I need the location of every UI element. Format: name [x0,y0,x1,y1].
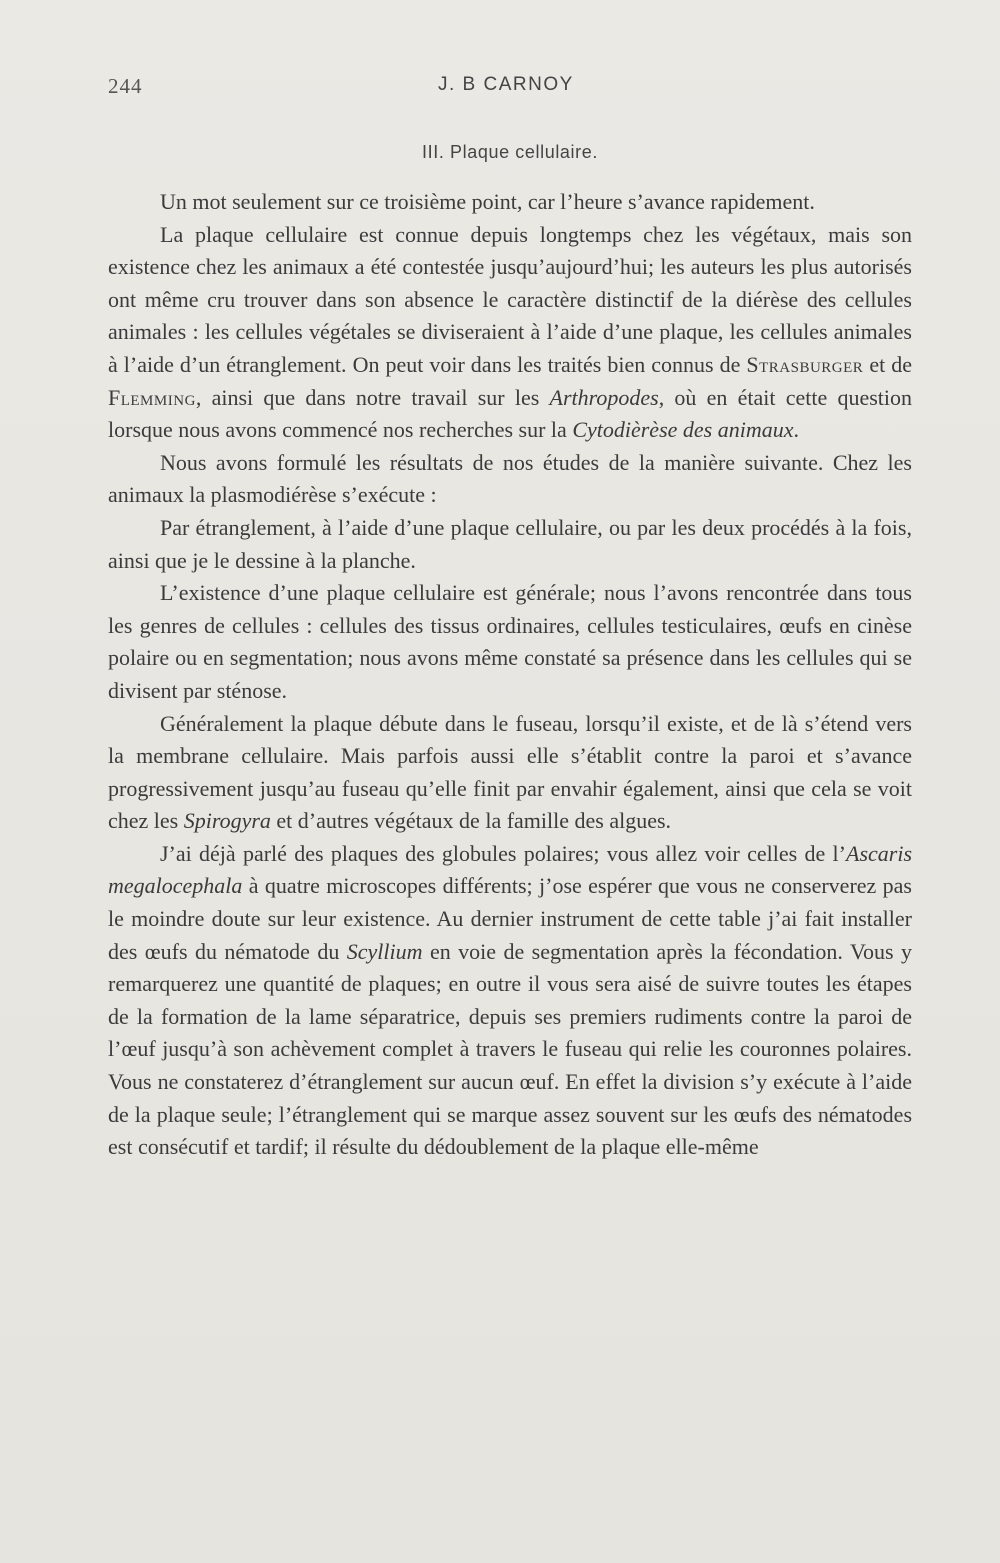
paragraph-6-text-a: Généralement la plaque débute dans le fuseau, lorsqu’il existe, et de là s’étend vers la membrane cellulaire. Mais parfois aussi elle s’établit contre la paroi et s’avance progressivement jusqu’au fuseau qu’elle finit par envahir également, ainsi que cela se voit chez les [108,710,912,834]
paragraph-7-text-c: en voie de segmentation après la fécondation. Vous y remarquerez une quantité de plaques; en outre il vous sera aisé de suivre toutes les étapes de la formation de la lame séparatrice, depuis ses premiers rudiments contre la paroi de l’œuf jusqu’à son achèvement complet à travers le fuseau qui relie les couronnes polaires. Vous ne constaterez d’étranglement sur aucun œuf. En effet la division s’y exécute à l’aide de la plaque seule; l’étranglement qui se marque assez souvent sur les œufs des nématodes est consécutif et tardif; il résulte du dédoublement de la plaque elle-même [108,938,912,1160]
paragraph-2-text-c: , ainsi que dans notre travail sur les [195,384,550,410]
italic-cytodierese: Cytodièrèse des animaux [572,417,794,443]
paragraph-2-text-e: . [793,417,799,443]
italic-spirogyra: Spirogyra [183,808,271,834]
page-header [108,74,910,106]
body-text [108,186,912,1164]
paragraph-3: Nous avons formulé les résultats de nos études de la manière suivante. Chez les animaux la plasmodiérèse s’exécute : [108,449,912,508]
paragraph-7 [108,838,912,1164]
author-name-flemming: Flemming [108,384,196,410]
paragraph-5: L’existence d’une plaque cellulaire est générale; nous l’avons rencontrée dans tous les genres de cellules : cellules des tissus ordinaires, cellules testiculaires, œufs en cinèse polaire ou en segmentation; nous avons même constaté sa présence dans les cellules qui se divisent par sténose. [108,580,912,703]
paragraph-6 [108,708,912,838]
paragraph-2-text-b: et de [863,351,912,377]
paragraph-7-text-b: à quatre microscopes différents; j’ose espérer que vous ne conserverez pas le moindre doute sur leur existence. Au dernier instrument de cette table j’ai fait installer des œufs du nématode du [108,873,912,964]
paragraph-2-text-d: , où en était cette question lorsque nous avons commencé nos recherches sur la [108,384,912,443]
paragraph-7-text-a: J’ai déjà parlé des plaques des globules polaires; vous allez voir celles de l’ [160,840,846,866]
running-head: J. B CARNOY [438,74,574,95]
page-number: 244 [108,74,143,98]
paragraph-6-text-b: et d’autres végétaux de la famille des algues. [270,808,672,834]
author-name-strasburger: Strasburger [746,351,864,377]
paragraph-4: Par étranglement, à l’aide d’une plaque cellulaire, ou par les deux procédés à la fois, ainsi que je le dessine à la planche. [108,514,912,573]
paragraph-1: Un mot seulement sur ce troisième point, car l’heure s’avance rapidement. [160,189,815,214]
paragraph-2-text-a: La plaque cellulaire est connue depuis longtemps chez les végétaux, mais son existence chez les animaux a été contestée jusqu’aujourd’hui; les auteurs les plus autorisés ont même cru trouver dans son absence le caractère distinctif de la diérèse des cellules animales : les cellules végétales se diviseraient à l’aide d’une plaque, les cellules animales à l’aide d’un étranglement. On peut voir dans les traités bien connus de [108,221,912,377]
italic-scyllium: Scyllium [346,938,423,964]
section-title: III. Plaque cellulaire. [422,142,598,162]
italic-ascaris: Ascaris megalocephala [108,840,912,899]
paragraph-2 [108,219,912,447]
italic-arthropodes: Arthropodes [549,384,659,410]
